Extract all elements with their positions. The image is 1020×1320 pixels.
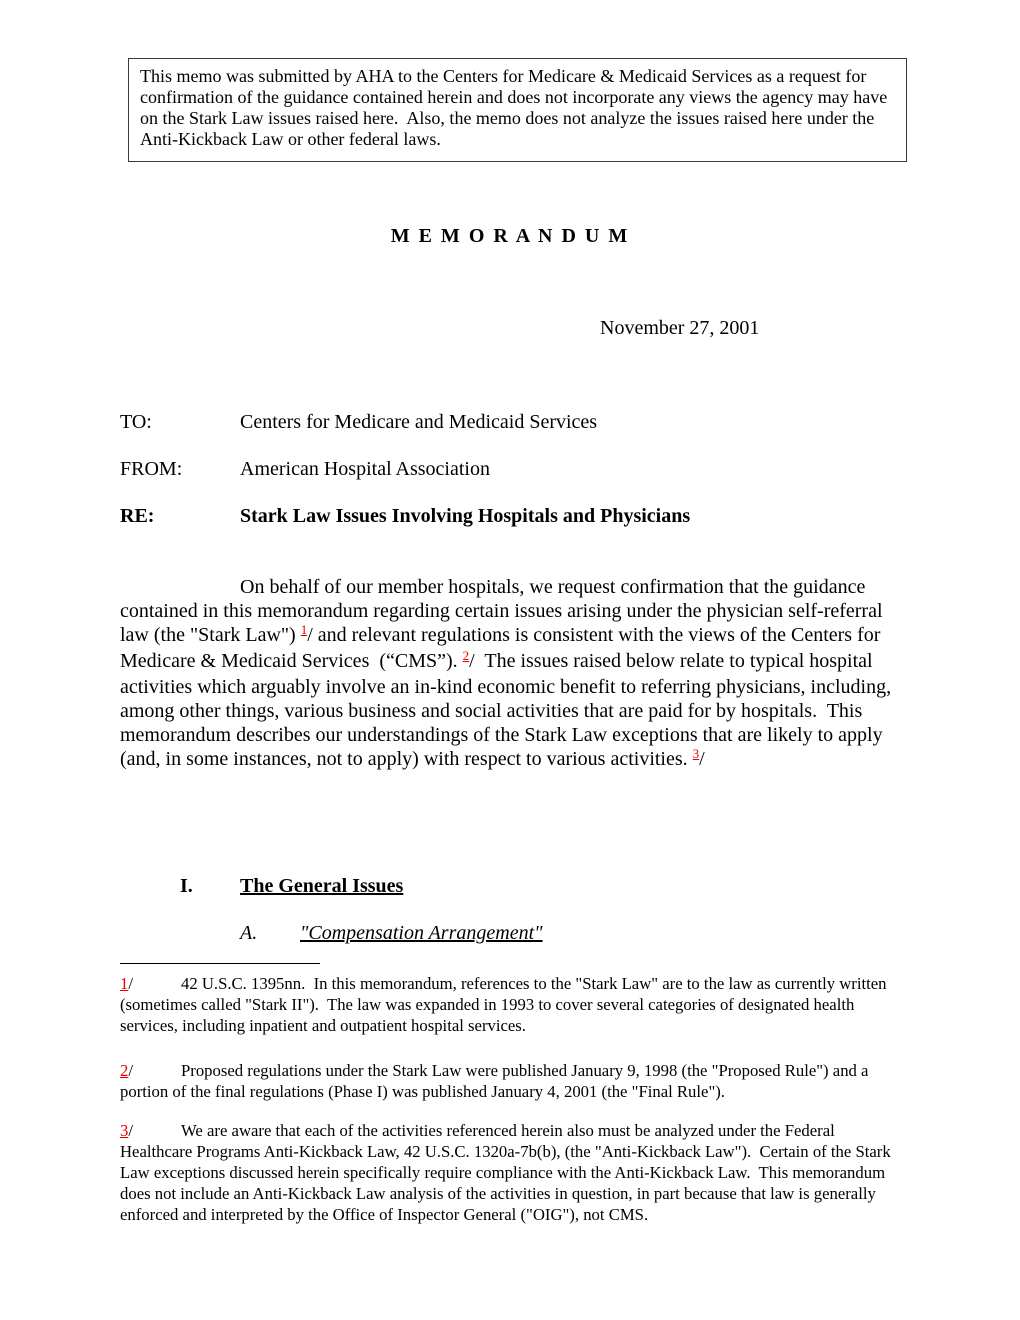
footnote-slash: / — [128, 974, 133, 993]
to-label: TO: — [120, 411, 152, 433]
footnote-number: 2 — [120, 1061, 129, 1080]
memo-re-row — [120, 504, 900, 528]
footnote-3 — [120, 1120, 900, 1225]
disclaimer-text: This memo was submitted by AHA to the Centers for Medicare & Medicaid Services as a request for confirmation of the guidance contained herein and does not incorporate any views the agency may have on the Stark Law issues raised here. Also, the memo does not analyze the issues raised here under the Anti-Kickback Law or other federal laws. — [140, 66, 892, 149]
memo-header-fields — [120, 410, 900, 528]
memo-title: M E M O R A N D U M — [390, 225, 630, 247]
re-value: Stark Law Issues Involving Hospitals and Physicians — [240, 505, 691, 527]
footnote-separator — [120, 963, 320, 964]
footnote-marker — [120, 973, 181, 994]
footnote-1 — [120, 973, 900, 1036]
footnote-marker — [120, 1120, 181, 1141]
footnote-text: 42 U.S.C. 1395nn. In this memorandum, references to the "Stark Law" are to the law as currently written (sometimes called "Stark II"). The law was expanded in 1993 to cover several categories of designated health services, including inpatient and outpatient hospital services. — [120, 974, 891, 1035]
body-text-segment: On behalf of our member hospitals, we request confirmation that the guidance contained in this memorandum regarding certain issues arising under the physician self-referral law (the "Stark Law") — [120, 576, 888, 646]
footnotes-section — [120, 963, 900, 1225]
footnote-text: We are aware that each of the activities referenced herein also must be analyzed under the Federal Healthcare Programs Anti-Kickback Law, 42 U.S.C. 1320a-7b(b), (the "Anti-Kickback Law"). Certain of the Stark Law exceptions discussed herein specifically require compliance with the Anti-Kickback Law. This memorandum does not include an Anti-Kickback Law analysis of the activities in question, in part because that law is generally enforced and interpreted by the Office of Inspector General ("OIG"), not CMS. — [120, 1121, 895, 1224]
from-label: FROM: — [120, 458, 183, 480]
subsection-heading-compensation-arrangement — [240, 921, 900, 945]
footnote-ref-1: 1 — [300, 622, 308, 637]
re-label: RE: — [120, 505, 155, 527]
section-heading-general-issues — [180, 874, 900, 898]
body-text-segment: / The issues raised below relate to typical hospital activities which arguably involve an in-kind economic benefit to referring physicians, including, among other things, various business and social activities that are paid for by hospitals. This memorandum describes our understandings of the Stark Law exceptions that are likely to apply (and, in some instances, not to apply) with respect to various activities. — [120, 650, 897, 770]
section-number: I. — [180, 875, 193, 897]
footnote-number: 3 — [120, 1121, 129, 1140]
body-paragraph — [120, 575, 900, 773]
footnote-ref-3: 3 — [692, 746, 700, 761]
footnote-slash: / — [128, 1061, 133, 1080]
footnote-text: Proposed regulations under the Stark Law were published January 9, 1998 (the "Proposed Rule") and a portion of the final regulations (Phase I) was published January 4, 2001 (the "Final Rule"). — [120, 1061, 873, 1101]
from-value: American Hospital Association — [240, 458, 490, 480]
subsection-number: A. — [240, 922, 258, 944]
footnote-ref-2: 2 — [462, 648, 470, 663]
body-text-segment: / and relevant regulations is consistent with the views of the Centers for Medicare & Medicaid Services (“CMS”). — [120, 624, 886, 672]
footnote-marker — [120, 1060, 181, 1081]
footnote-slash: / — [128, 1121, 133, 1140]
memo-from-row — [120, 457, 900, 481]
section-title: The General Issues — [240, 875, 404, 897]
footnote-2 — [120, 1060, 900, 1102]
to-value: Centers for Medicare and Medicaid Services — [240, 411, 598, 433]
memo-to-row — [120, 410, 900, 434]
footnote-number: 1 — [120, 974, 129, 993]
body-text-segment: / — [699, 748, 705, 770]
subsection-title: "Compensation Arrangement" — [300, 922, 543, 944]
memo-date: November 27, 2001 — [600, 317, 760, 339]
disclaimer-box — [128, 58, 907, 162]
